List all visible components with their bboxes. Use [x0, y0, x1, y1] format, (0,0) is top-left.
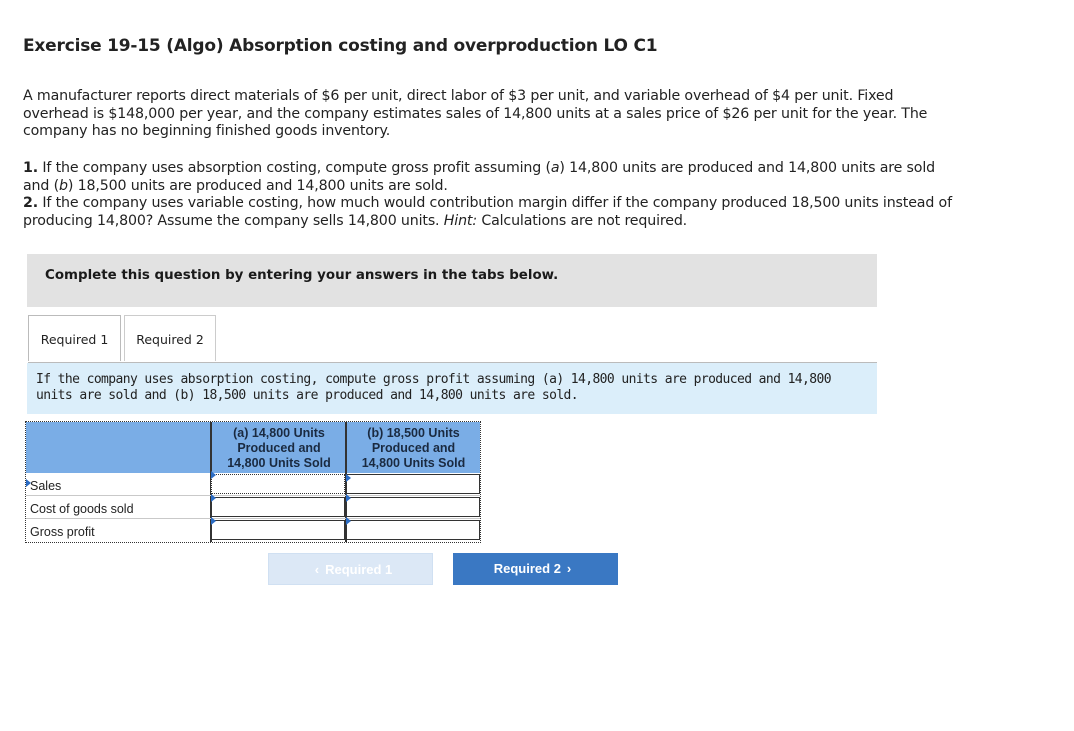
table-header — [26, 422, 480, 473]
sales-input-a[interactable] — [211, 474, 345, 494]
cell-marker-icon — [26, 479, 31, 487]
q1-a: a — [550, 160, 560, 176]
q1-number: 1. — [23, 160, 38, 176]
row-label-sales: Sales — [30, 479, 62, 493]
instructions-banner — [27, 254, 877, 307]
q2-number: 2. — [23, 195, 38, 211]
cell-marker-icon — [211, 494, 216, 502]
q1-text-a: If the company uses absorption costing, compute gross profit assuming ( — [37, 160, 551, 176]
q2-hint-label: Hint: — [443, 212, 477, 229]
chevron-left-icon: ‹ — [314, 562, 320, 577]
exercise-intro: A manufacturer reports direct materials of $6 per unit, direct labor of $3 per unit, and variable overhead of $4 per unit. Fixed overhead is $148,000 per year, and the company estimates sales of 14,800 units at a sales price of $26 per unit for the year. The company has no beginning finished goods inventory. — [23, 88, 928, 139]
banner-text: Complete this question by entering your answers in the tabs below. — [45, 268, 559, 283]
tab-required-1[interactable]: Required 1 — [28, 315, 121, 361]
previous-required-button[interactable] — [268, 553, 433, 585]
column-header-a: (a) 14,800 Units Produced and 14,800 Units Sold — [227, 426, 331, 470]
q1-b: b — [59, 177, 68, 194]
tab-instruction-box — [27, 363, 877, 414]
q2-hint-text: Calculations are not required. — [476, 212, 688, 229]
sales-input-b[interactable] — [346, 474, 480, 494]
cell-marker-icon — [346, 517, 351, 525]
row-divider — [26, 518, 480, 519]
row-divider — [26, 495, 480, 496]
tab-required-2[interactable]: Required 2 — [124, 315, 216, 361]
next-required-button[interactable] — [453, 553, 618, 585]
answer-table — [25, 421, 481, 543]
cogs-input-a[interactable] — [211, 497, 345, 517]
cell-marker-icon — [211, 517, 216, 525]
row-label-cogs: Cost of goods sold — [30, 502, 134, 516]
chevron-right-icon: › — [566, 561, 572, 576]
q2-text: If the company uses variable costing, how much would contribution margin differ if the company produced 18,500 units instead of producing 14,800? Assume the company sells 14,800 units. — [23, 195, 952, 229]
q1-text-c: ) 18,500 units are produced and 14,800 units are sold. — [67, 177, 448, 194]
exercise-title: Exercise 19-15 (Algo) Absorption costing and overproduction LO C1 — [23, 36, 658, 56]
cell-marker-icon — [211, 471, 216, 479]
next-required-label: Required 2 — [493, 561, 561, 576]
cell-marker-icon — [346, 494, 351, 502]
gross-profit-input-a[interactable] — [211, 520, 345, 540]
q1-text-b: ) 14,800 units are produced and 14,800 units are sold and ( — [23, 160, 935, 194]
gross-profit-input-b[interactable] — [346, 520, 480, 540]
cell-marker-icon — [346, 474, 351, 482]
previous-required-label: Required 1 — [325, 562, 393, 577]
column-header-b: (b) 18,500 Units Produced and 14,800 Units Sold — [361, 426, 466, 470]
tab-instruction-text: If the company uses absorption costing, compute gross profit assuming (a) 14,800 units are produced and 14,800 units are sold and (b) 18,500 units are produced and 14,800 units are sold. — [36, 372, 831, 403]
exercise-questions — [23, 160, 963, 230]
row-label-gross-profit: Gross profit — [30, 525, 95, 539]
cogs-input-b[interactable] — [346, 497, 480, 517]
